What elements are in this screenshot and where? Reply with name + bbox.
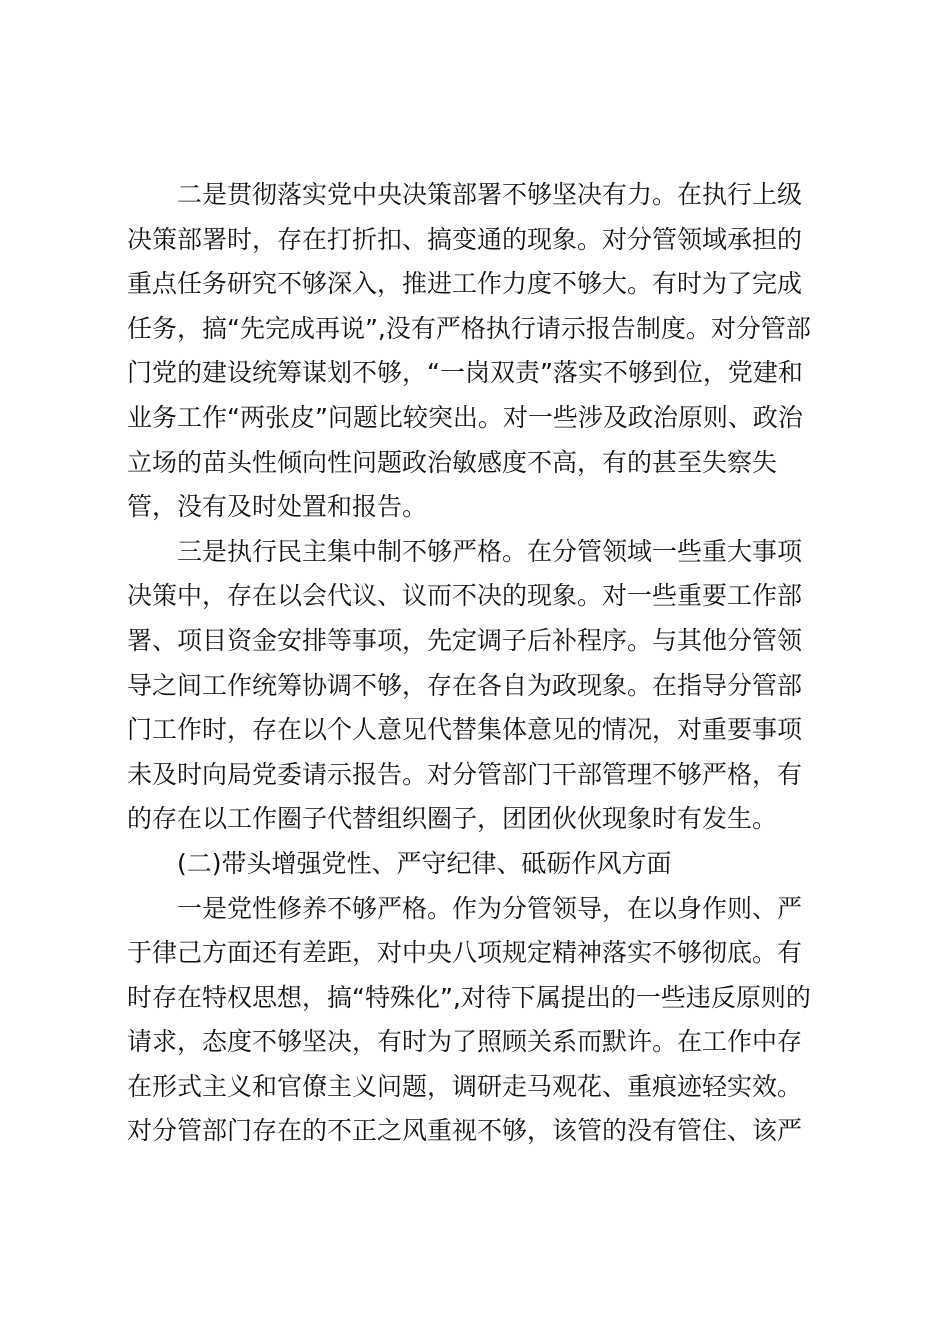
text-line: 署、项目资金安排等事项，先定调子后补程序。与其他分管领 [127,625,803,655]
text-line: 立场的苗头性倾向性问题政治敏感度不高，有的甚至失察失 [127,447,778,477]
text-line: 导之间工作统筹协调不够，存在各自为政现象。在指导分管部 [127,670,803,700]
text-line: 一是党性修养不够严格。作为分管领导，在以身作则、严 [177,893,803,923]
text-line: 未及时向局党委请示报告。对分管部门干部管理不够严格，有 [127,759,803,789]
heading-line: (二)带头增强党性、严守纪律、砥砺作风方面 [177,848,672,878]
text-line: 三是执行民主集中制不够严格。在分管领域一些重大事项 [177,536,803,566]
text-line: 于律己方面还有差距，对中央八项规定精神落实不够彻底。有 [127,938,803,968]
paragraph-decision-implementation [127,173,827,530]
text-line: 对分管部门存在的不正之风重视不够，该管的没有管住、该严 [127,1116,803,1146]
text-line: 在形式主义和官僚主义问题，调研走马观花、重痕迹轻实效。 [127,1071,803,1101]
text-line: 的存在以工作圈子代替组织圈子，团团伙伙现象时有发生。 [127,804,778,834]
paragraph-party-spirit [127,887,827,1155]
text-line: 门党的建设统筹谋划不够，“一岗双责”落实不够到位，党建和 [127,358,803,388]
text-line: 决策部署时，存在打折扣、搞变通的现象。对分管领域承担的 [127,224,803,254]
paragraph-democratic-centralism [127,530,827,842]
text-line: 重点任务研究不够深入，推进工作力度不够大。有时为了完成 [127,269,803,299]
text-line: 请求，态度不够坚决，有时为了照顾关系而默许。在工作中存 [127,1027,803,1057]
text-line: 管，没有及时处置和报告。 [127,492,428,522]
document-body [127,173,827,1154]
text-line: 二是贯彻落实党中央决策部署不够坚决有力。在执行上级 [177,180,803,209]
text-line: 决策中，存在以会代议、议而不决的现象。对一些重要工作部 [127,581,803,611]
text-line: 业务工作“两张皮”问题比较突出。对一些涉及政治原则、政治 [127,402,803,432]
text-line: 任务，搞“先完成再说”,没有严格执行请示报告制度。对分管部 [127,313,811,343]
section-heading [127,842,827,887]
text-line: 门工作时，存在以个人意见代替集体意见的情况，对重要事项 [127,715,803,745]
text-line: 时存在特权思想，搞“特殊化”,对待下属提出的一些违反原则的 [127,982,811,1012]
